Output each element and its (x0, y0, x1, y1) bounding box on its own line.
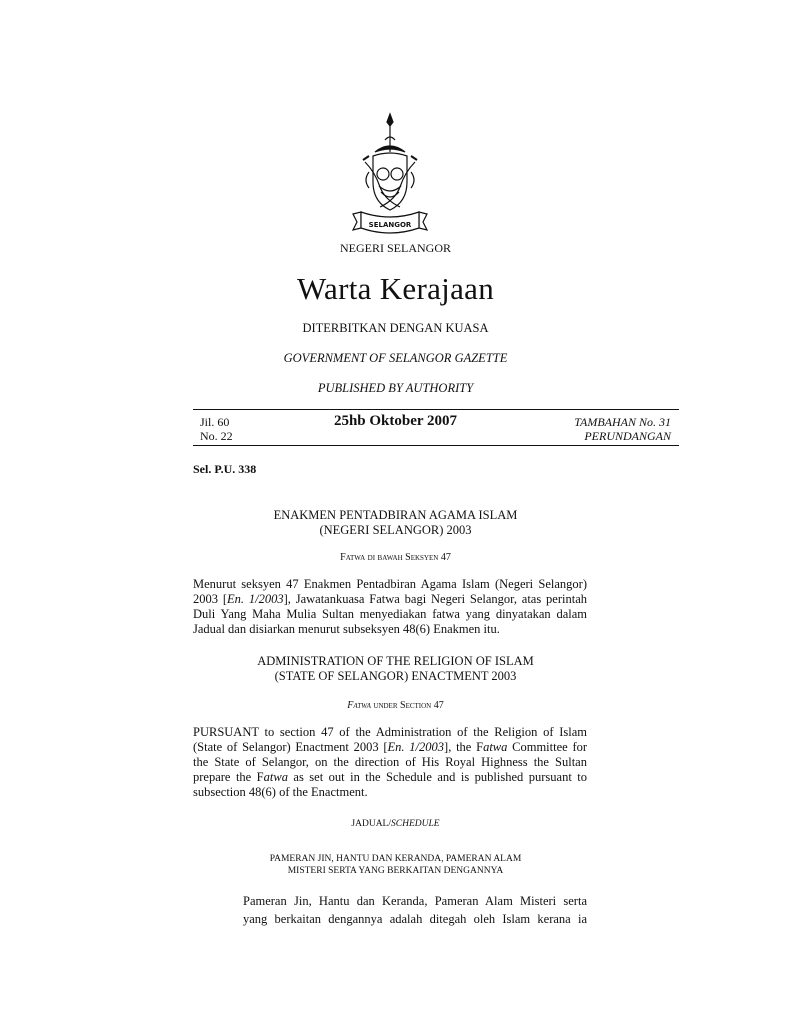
selangor-crest-emblem (345, 112, 435, 240)
enakmen-line-2: (NEGERI SELANGOR) 2003 (319, 523, 472, 537)
schedule-heading (0, 819, 791, 829)
fatwa-section-ms: Fatwa di bawah Seksyen 47 (340, 552, 451, 563)
para-ms-ref: En. 1/2003 (227, 592, 284, 606)
perundangan-label: PERUNDANGAN (584, 429, 671, 443)
admin-line-1: ADMINISTRATION OF THE RELIGION OF ISLAM (257, 654, 534, 668)
para-en-text-2: ], the F (444, 740, 484, 754)
administration-heading (0, 654, 791, 684)
admin-line-2: (STATE OF SELANGOR) ENACTMENT 2003 (274, 669, 517, 683)
issue-number: No. 22 (200, 429, 233, 443)
paragraph-ms (193, 577, 587, 637)
enakmen-line-1: ENAKMEN PENTADBIRAN AGAMA ISLAM (273, 508, 518, 522)
para-en-text-3: Committee for the State of Selangor, on the direction of His Royal Highness the Sultan prepare the F (193, 740, 588, 784)
sel-pu-number: Sel. P.U. 338 (193, 462, 257, 476)
paragraph-en (193, 725, 587, 800)
para-en-atwa-2: atwa (263, 770, 288, 784)
pameran-line-1: PAMERAN JIN, HANTU DAN KERANDA, PAMERAN ALAM (269, 854, 522, 864)
schedule-paragraph (243, 892, 587, 928)
schedule-label: SCHEDULE (391, 819, 440, 829)
supplement-info (574, 415, 671, 443)
jadual-label: JADUAL/ (351, 819, 392, 829)
gazette-en: GOVERNMENT OF SELANGOR GAZETTE (283, 351, 508, 365)
para-en-text-1: PURSUANT to section 47 of the Administration of the Religion of Islam (State of Selangor) Enactment 2003 [ (193, 725, 587, 754)
published-ms: DITERBITKAN DENGAN KUASA (302, 321, 489, 335)
pameran-line-2: MISTERI SERTA YANG BERKAITAN DENGANNYA (287, 866, 504, 876)
para-ms-text-1: Menurut seksyen 47 Enakmen Pentadbiran Agama Islam (Negeri Selangor) 2003 [ (193, 577, 587, 606)
fatwa-en-rest: under Section 47 (370, 700, 444, 711)
para-en-atwa-1: atwa (483, 740, 508, 754)
published-en: PUBLISHED BY AUTHORITY (317, 381, 474, 395)
masthead-top-rule (193, 409, 679, 410)
para-ms-text-2: ], Jawatankuasa Fatwa bagi Negeri Selangor, atas perintah Duli Yang Maha Mulia Sultan menyediakan fatwa yang dinyatakan dalam Jadual dan disiarkan menurut subseksyen 48(6) Enakmen itu. (193, 592, 588, 636)
page-title: Warta Kerajaan (296, 271, 495, 306)
jil-label: Jil. 60 (200, 415, 230, 429)
schedule-line-2: yang berkaitan dengannya adalah ditegah oleh Islam kerana ia (243, 912, 587, 926)
schedule-line-1: Pameran Jin, Hantu dan Keranda, Pameran Alam Misteri serta (243, 894, 587, 908)
para-en-ref: En. 1/2003 (387, 740, 445, 754)
fatwa-en-word: Fatwa (347, 700, 371, 711)
para-en-text-4: as set out in the Schedule and is published pursuant to subsection 48(6) of the Enactment. (193, 770, 587, 799)
fatwa-section-en (0, 700, 791, 711)
issue-date: 25hb Oktober 2007 (333, 413, 458, 429)
enakmen-heading (0, 508, 791, 538)
masthead-bottom-rule (193, 445, 679, 446)
tambahan-label: TAMBAHAN No. 31 (574, 415, 671, 429)
crest-banner-text: SELANGOR (368, 221, 412, 229)
state-name: NEGERI SELANGOR (340, 241, 451, 255)
exhibition-heading (0, 853, 791, 877)
